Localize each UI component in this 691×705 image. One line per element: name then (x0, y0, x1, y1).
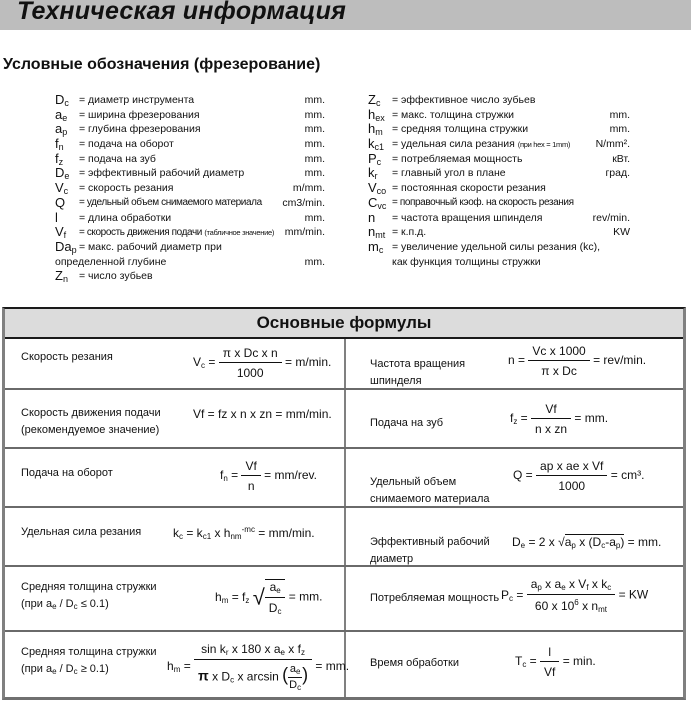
legend-row (368, 181, 630, 196)
legend-unit: mm. (304, 108, 325, 121)
legend-description: = макс. рабочий диаметр при (79, 240, 222, 253)
legend-symbol: $D_c$ (55, 92, 69, 108)
legend-symbol: $h_m$ (368, 121, 383, 138)
formula-feed-speed: Vf = fz x n x zn = mm/min. (193, 407, 332, 421)
legend-description: = удельная сила резания (при hex = 1mm) (392, 138, 571, 151)
legend-row (55, 181, 325, 196)
formula-power: $P_c$ = $\frac{a_p x a_e x V_f x k_c}{60 x 10^6 x n_{mt}}$ = KW (501, 577, 649, 614)
legend-row (368, 240, 630, 255)
legend-description: = диаметр инструмента (79, 94, 195, 106)
legend-description: = главный угол в плане (392, 167, 506, 180)
legend-unit: mm. (304, 123, 325, 136)
legend-symbol: $V_c$ (55, 180, 69, 197)
legend-symbol: $D_e$ (55, 165, 70, 182)
legend-description: = частота вращения шпинделя (392, 211, 543, 224)
legend-unit: mm. (304, 255, 325, 268)
legend-symbol: $k_{c1}$ (368, 136, 385, 153)
row-divider (5, 565, 683, 567)
legend-left-column (55, 93, 325, 284)
legend-unit: mm. (304, 211, 325, 224)
legend-symbol: $m_c$ (368, 238, 384, 255)
formula-effective-diameter: $D_e = 2$ x $√a_p$ x $(D_c-a_p)$ = mm. (512, 535, 662, 550)
legend-symbol: $V_{co}$ (368, 180, 387, 197)
legend-unit: KW (613, 226, 630, 239)
row-divider (5, 630, 683, 632)
header-bar (0, 0, 691, 30)
legend-unit: mm. (304, 94, 325, 106)
legend-symbol: $k_r$ (368, 165, 378, 182)
legend-symbol: $a_p$ (55, 121, 68, 138)
legend-description: = глубина фрезерования (79, 123, 201, 136)
legend-description: = ширина фрезерования (79, 108, 200, 121)
legend-row (368, 122, 630, 137)
legend-description: = потребляемая мощность (392, 152, 523, 165)
row-divider (5, 506, 683, 508)
legend-description: = подача на оборот (79, 138, 174, 151)
legend-row (55, 240, 325, 255)
formula-feed-per-rev: $f_n$ = $\frac{Vf}{n}$ = mm/rev. (220, 459, 317, 493)
legend-symbol: $h_{ex}$ (368, 106, 385, 123)
legend-unit: cm3/min. (282, 196, 325, 209)
formula-label-spindle-speed: Частота вращения шпинделя (370, 358, 466, 387)
formulas-title: Основные формулы (5, 309, 683, 339)
formula-label-avg-chip-small: Средняя толщина стружки (при $a_e / D_c \le 0.1$) (21, 581, 157, 611)
row-divider (5, 388, 683, 390)
legend-row (368, 93, 630, 108)
formula-label-feed-speed: Скорость движения подачи (рекомендуемое значение) (21, 407, 161, 436)
legend-row (368, 166, 630, 181)
legend-symbol: l (55, 209, 58, 225)
legend-row (55, 166, 325, 181)
legend-unit: m/mm. (292, 182, 325, 195)
legend-symbol: Q (55, 194, 66, 210)
legend-description: = к.п.д. (392, 226, 427, 239)
legend-description: = скорость движения подачи (табличное значение) (79, 227, 275, 239)
legend-row (55, 93, 325, 108)
legend-symbol: n (368, 209, 376, 225)
legend-unit: mm. (609, 108, 630, 121)
legend-symbol: $Da_p$ (55, 238, 77, 255)
legend-row (368, 225, 630, 240)
formula-label-avg-chip-large: Средняя толщина стружки (при $a_e / D_c \ge 0.1$) (21, 646, 157, 676)
legend-symbol: $f_z$ (55, 150, 64, 167)
formula-avg-chip-small: $h_m = f_z$ √ $\frac{a_e}{D_c}$ = mm. (215, 580, 323, 616)
legend-description: = средняя толщина стружки (392, 123, 529, 136)
legend-symbol: $f_n$ (55, 136, 64, 153)
legend-description: = постоянная скорости резания (392, 182, 546, 195)
legend-row (55, 211, 325, 226)
legend-row (55, 225, 325, 240)
legend-description: как функция толщины стружки (392, 255, 541, 268)
formulas-table (2, 307, 686, 700)
legend-symbol: $Z_n$ (55, 268, 68, 285)
legend-description: = макс. толщина стружки (392, 108, 515, 121)
legend-row (55, 196, 325, 211)
legend-description: = скорость резания (79, 182, 174, 195)
legend-unit: N/mm². (595, 138, 630, 151)
formula-removal-rate: Q = $\frac{\text{ap x ae x Vf}}{1000}$ = cm³. (513, 459, 645, 493)
legend-row (55, 108, 325, 123)
legend-row (55, 269, 325, 284)
formula-label-removal-rate: Удельный объем снимаемого материала (370, 476, 490, 505)
formula-label-power: Потребляемая мощность (370, 592, 500, 604)
legend-row (55, 137, 325, 152)
formula-feed-per-tooth: $f_z$ = $\frac{Vf}{\text{n x zn}}$ = mm. (510, 402, 609, 436)
legend-description: = удельный объем снимаемого материала (79, 196, 262, 208)
legend-row (368, 211, 630, 226)
legend-description: определенной глубине (55, 255, 167, 268)
legend-row (55, 255, 325, 270)
formula-spindle-speed: n = $\frac{\text{Vc x 1000}}{\text{π x Dc}}$ = rev/min. (508, 344, 647, 378)
legend-symbol: $P_c$ (368, 150, 382, 167)
legend-unit: mm/min. (284, 226, 325, 239)
legend-description: = эффективный рабочий диаметр (79, 167, 245, 180)
page-title: Техническая информация (17, 0, 347, 25)
legend-symbol: $C_{vc}$ (368, 194, 387, 211)
legend-unit: кВт. (612, 152, 630, 165)
formula-label-cutting-speed: Скорость резания (21, 351, 113, 363)
formula-label-feed-per-tooth: Подача на зуб (370, 417, 444, 429)
legend-unit: mm. (304, 152, 325, 165)
legend-symbol: $n_{mt}$ (368, 224, 386, 241)
legend-row (368, 137, 630, 152)
legend-right-column (368, 93, 630, 269)
legend-symbol: $a_e$ (55, 106, 68, 123)
legend-symbol: $V_f$ (55, 224, 67, 241)
formula-cutting-speed: $V_c$ = $\frac{\text{π x Dc x n}}{1000}$ = m/min. (193, 346, 332, 380)
formula-label-feed-per-rev: Подача на оборот (21, 467, 113, 479)
legend-row (368, 196, 630, 211)
legend-row (368, 108, 630, 123)
legend-title: Условные обозначения (фрезерование) (3, 56, 321, 73)
legend-description: = подача на зуб (79, 152, 156, 165)
legend-unit: mm. (609, 123, 630, 136)
legend-description: = эффективное число зубьев (392, 94, 536, 106)
formula-label-machining-time: Время обработки (370, 657, 459, 669)
legend-unit: mm. (304, 167, 325, 180)
formula-label-effective-diameter: Эффективный рабочий диаметр (370, 536, 490, 565)
legend-unit: mm. (304, 138, 325, 151)
legend-unit: град. (605, 167, 630, 180)
legend-symbol: $Z_c$ (368, 92, 381, 108)
legend-row (55, 122, 325, 137)
legend-description: = число зубьев (79, 270, 153, 283)
legend-row (368, 152, 630, 167)
formula-avg-chip-large: $h_m$ = $\sin k_r$ x 180 x $a_e$ x $f_z$ π x $D_c$ x arcsin ( $\frac{a_e}{D_c}$ ) = mm. (167, 642, 350, 692)
formula-label-specific-force: Удельная сила резания (21, 526, 142, 538)
legend-row (55, 152, 325, 167)
legend-unit: rev/min. (592, 211, 630, 224)
legend-description: = увеличение удельной силы резания (kc), (392, 240, 600, 253)
legend-row (368, 255, 630, 270)
legend-description: = поправочный кэоф. на скорость резания (392, 196, 574, 208)
legend-description: = длина обработки (79, 211, 172, 224)
formula-machining-time: $T_c$ = $\frac{l}{Vf}$ = min. (515, 645, 596, 679)
formula-specific-force: $k_c = k_{c1}$ x $h_{nm}^{-mc} = mm/\min$. (173, 525, 315, 541)
row-divider (5, 447, 683, 449)
